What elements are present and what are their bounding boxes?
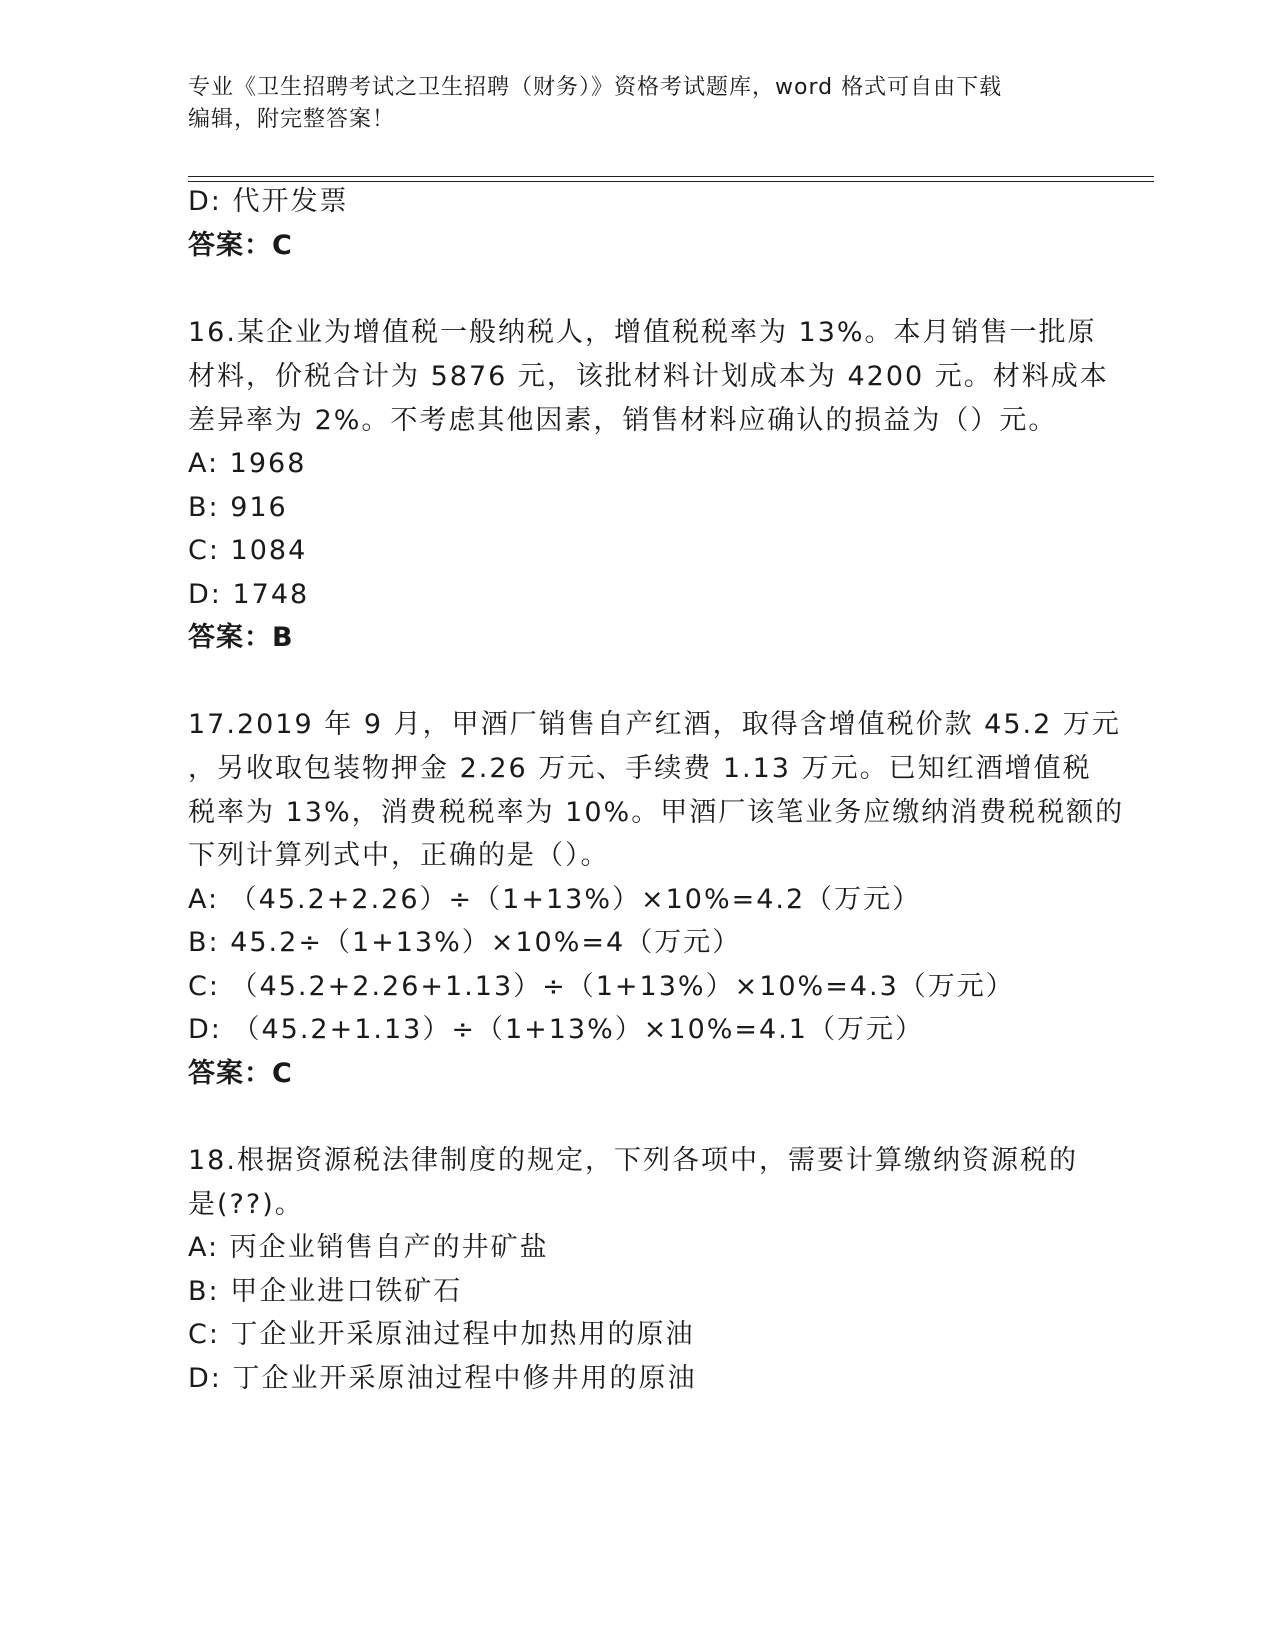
q16-option-a: A: 1968 xyxy=(188,448,307,479)
q16-stem-line-1: 16.某企业为增值税一般纳税人，增值税税率为 13%。本月销售一批原 xyxy=(188,317,1097,348)
q18-option-b: B: 甲企业进口铁矿石 xyxy=(188,1276,463,1307)
header-divider-top xyxy=(188,176,1154,177)
q16-option-c: C: 1084 xyxy=(188,535,308,566)
q17-option-b: B: 45.2÷（1+13%）×10%=4（万元） xyxy=(188,927,742,958)
header-line-2: 编辑，附完整答案！ xyxy=(188,107,396,132)
q17-stem-line-3: 税率为 13%，消费税税率为 10%。甲酒厂该笔业务应缴纳消费税税额的 xyxy=(188,797,1125,828)
q17-stem-line-1: 17.2019 年 9 月，甲酒厂销售自产红酒，取得含增值税价款 45.2 万元 xyxy=(188,709,1121,740)
q16-option-d: D: 1748 xyxy=(188,579,310,610)
q18-option-d: D: 丁企业开采原油过程中修井用的原油 xyxy=(188,1363,697,1394)
q17-option-c: C: （45.2+2.26+1.13）÷（1+13%）×10%=4.3（万元） xyxy=(188,971,1015,1002)
q18-stem-line-2: 是(??)。 xyxy=(188,1189,304,1220)
q17-answer: 答案：C xyxy=(188,1058,293,1089)
q17-stem-line-4: 下列计算列式中，正确的是（）。 xyxy=(188,840,610,871)
q16-stem-line-2: 材料，价税合计为 5876 元，该批材料计划成本为 4200 元。材料成本 xyxy=(188,361,1109,392)
q18-option-a: A: 丙企业销售自产的井矿盐 xyxy=(188,1232,549,1263)
q18-option-c: C: 丁企业开采原油过程中加热用的原油 xyxy=(188,1319,695,1350)
q17-stem-line-2: ，另收取包装物押金 2.26 万元、手续费 1.13 万元。已知红酒增值税 xyxy=(188,753,1092,784)
q17-option-a: A: （45.2+2.26）÷（1+13%）×10%=4.2（万元） xyxy=(188,884,922,915)
q15-answer: 答案：C xyxy=(188,230,293,261)
document-header xyxy=(188,72,1088,136)
q16-stem-line-3: 差异率为 2%。不考虑其他因素，销售材料应确认的损益为（）元。 xyxy=(188,405,1058,436)
q15-option-d: D: 代开发票 xyxy=(188,186,349,217)
q17-option-d: D: （45.2+1.13）÷（1+13%）×10%=4.1（万元） xyxy=(188,1014,924,1045)
q16-answer: 答案：B xyxy=(188,622,294,653)
q16-option-b: B: 916 xyxy=(188,492,288,523)
header-line-1: 专业《卫生招聘考试之卫生招聘（财务）》资格考试题库，word 格式可自由下载 xyxy=(188,75,1003,100)
q18-stem-line-1: 18.根据资源税法律制度的规定，下列各项中，需要计算缴纳资源税的 xyxy=(188,1145,1078,1176)
